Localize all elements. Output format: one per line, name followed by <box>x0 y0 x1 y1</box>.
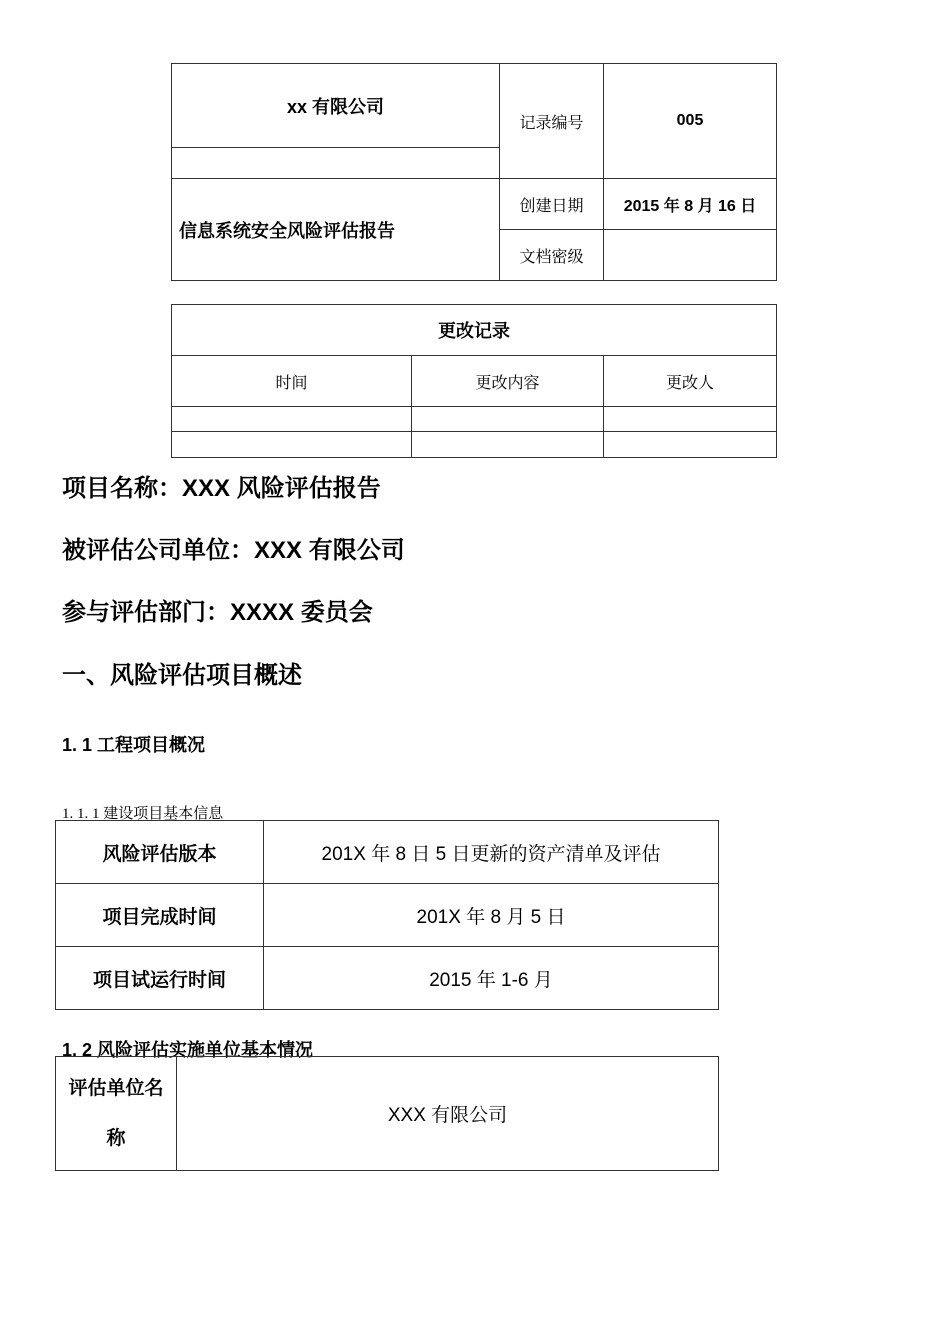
table-row <box>172 432 777 458</box>
table-cell <box>604 432 777 458</box>
column-header-time: 时间 <box>172 356 412 407</box>
unit-label: 评估单位名称 <box>56 1057 177 1171</box>
table-row <box>56 884 719 947</box>
record-number-label: 记录编号 <box>500 64 604 179</box>
table-row <box>56 1057 719 1171</box>
participating-department: 参与评估部门：XXXX 委员会 <box>62 599 373 626</box>
info-label: 风险评估版本 <box>56 821 264 884</box>
info-value: 201X 年 8 日 5 日更新的资产清单及评估 <box>264 821 719 884</box>
subsection-title-2: 1. 2 风险评估实施单位基本情况 <box>62 1040 314 1060</box>
info-value: 201X 年 8 月 5 日 <box>264 884 719 947</box>
info-label: 项目完成时间 <box>56 884 264 947</box>
change-log-title: 更改记录 <box>172 305 777 356</box>
table-row <box>56 821 719 884</box>
table-cell <box>412 407 604 432</box>
assessed-company: 被评估公司单位：XXX 有限公司 <box>62 537 405 564</box>
table-cell <box>604 407 777 432</box>
secrecy-level-value <box>604 230 777 281</box>
project-info-table <box>55 820 719 1010</box>
table-cell <box>172 407 412 432</box>
empty-cell <box>172 148 500 179</box>
company-name: xx 有限公司 <box>172 64 500 148</box>
column-header-person: 更改人 <box>604 356 777 407</box>
report-title: 信息系统安全风险评估报告 <box>172 179 500 281</box>
section-title: 一、风险评估项目概述 <box>62 662 302 689</box>
record-number-value: 005 <box>604 64 777 179</box>
assessment-unit-table <box>55 1056 719 1171</box>
change-log-table <box>171 304 777 458</box>
unit-value: XXX 有限公司 <box>177 1057 719 1171</box>
info-value: 2015 年 1-6 月 <box>264 947 719 1010</box>
table-row <box>56 947 719 1010</box>
subsubsection-title: 1. 1. 1 建设项目基本信息 <box>62 806 224 822</box>
subsection-title: 1. 1 工程项目概况 <box>62 735 206 755</box>
column-header-content: 更改内容 <box>412 356 604 407</box>
info-label: 项目试运行时间 <box>56 947 264 1010</box>
table-cell <box>172 432 412 458</box>
secrecy-level-label: 文档密级 <box>500 230 604 281</box>
table-row <box>172 407 777 432</box>
document-header-table <box>171 63 777 281</box>
project-name: 项目名称：XXX 风险评估报告 <box>62 475 381 502</box>
table-cell <box>412 432 604 458</box>
created-date-label: 创建日期 <box>500 179 604 230</box>
created-date-value: 2015 年 8 月 16 日 <box>604 179 777 230</box>
